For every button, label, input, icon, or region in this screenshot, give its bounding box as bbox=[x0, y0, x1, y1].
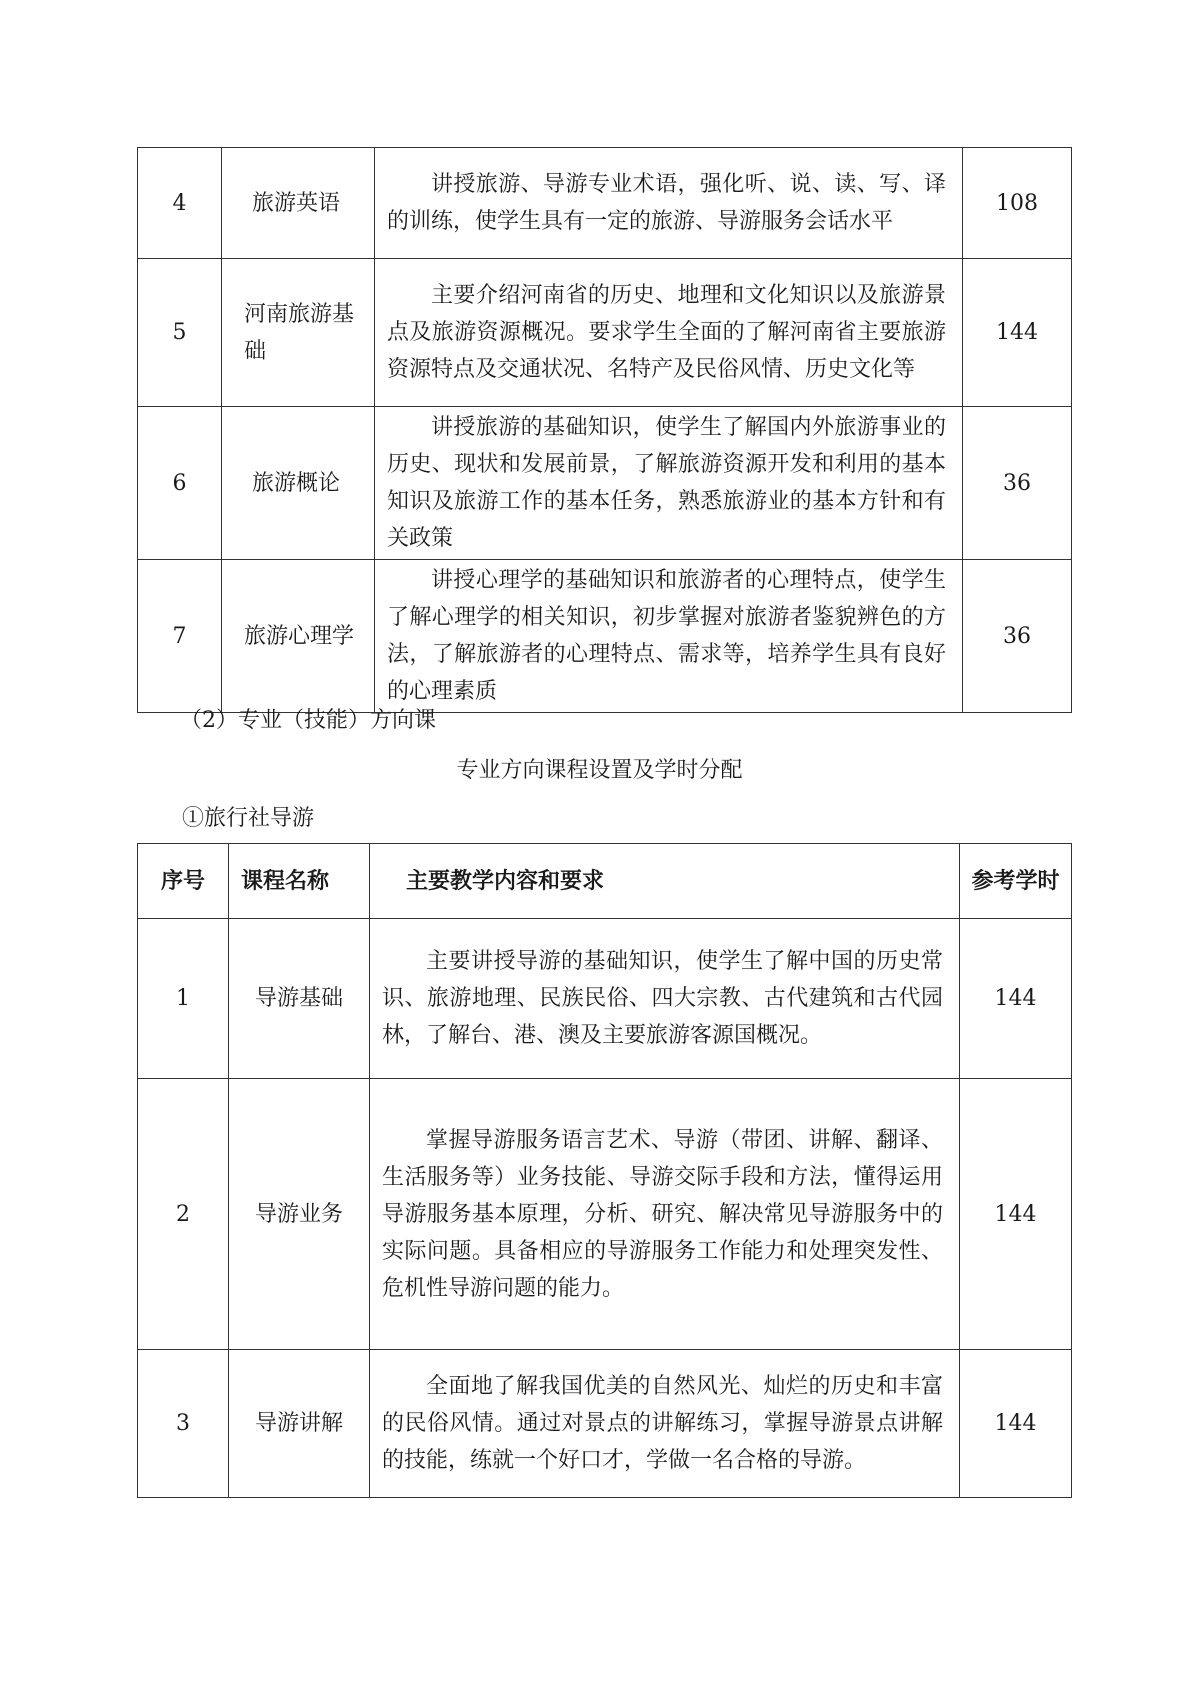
course-description: 讲授旅游的基础知识，使学生了解国内外旅游事业的历史、现状和发展前景，了解旅游资源开发和利用的基本知识及旅游工作的基本任务，熟悉旅游业的基本方针和有关政策 bbox=[375, 407, 963, 560]
row-number: 6 bbox=[138, 407, 222, 560]
course-name: 导游基础 bbox=[229, 919, 370, 1079]
table-row bbox=[138, 919, 1072, 1079]
course-description: 掌握导游服务语言艺术、导游（带团、讲解、翻译、生活服务等）业务技能、导游交际手段和方法，懂得运用导游服务基本原理，分析、研究、解决常见导游服务中的实际问题。具备相应的导游服务工作能力和处理突发性、危机性导游问题的能力。 bbox=[370, 1079, 960, 1350]
table-row bbox=[138, 148, 1072, 259]
course-hours: 36 bbox=[963, 560, 1072, 713]
course-hours: 144 bbox=[960, 1079, 1072, 1350]
direction-course-table bbox=[137, 843, 1072, 1498]
course-name: 导游讲解 bbox=[229, 1350, 370, 1498]
table-row bbox=[138, 259, 1072, 407]
course-name: 旅游心理学 bbox=[222, 560, 375, 713]
row-number: 3 bbox=[138, 1350, 229, 1498]
header-description: 主要教学内容和要求 bbox=[370, 844, 960, 919]
section-subheading: （2）专业（技能）方向课 bbox=[180, 708, 436, 733]
row-number: 1 bbox=[138, 919, 229, 1079]
table-row bbox=[138, 407, 1072, 560]
row-number: 7 bbox=[138, 560, 222, 713]
course-name: 旅游英语 bbox=[222, 148, 375, 259]
course-name: 导游业务 bbox=[229, 1079, 370, 1350]
header-course-name: 课程名称 bbox=[229, 844, 370, 919]
table-row bbox=[138, 1079, 1072, 1350]
course-hours: 36 bbox=[963, 407, 1072, 560]
table-caption: 专业方向课程设置及学时分配 bbox=[456, 758, 743, 783]
course-hours: 144 bbox=[960, 1350, 1072, 1498]
course-hours: 144 bbox=[963, 259, 1072, 407]
table-row bbox=[138, 560, 1072, 713]
course-table-continued bbox=[137, 147, 1072, 713]
course-description: 主要讲授导游的基础知识，使学生了解中国的历史常识、旅游地理、民族民俗、四大宗教、古代建筑和古代园林，了解台、港、澳及主要旅游客源国概况。 bbox=[370, 919, 960, 1079]
course-hours: 144 bbox=[960, 919, 1072, 1079]
header-hours: 参考学时 bbox=[960, 844, 1072, 919]
course-description: 讲授旅游、导游专业术语，强化听、说、读、写、译的训练，使学生具有一定的旅游、导游服务会话水平 bbox=[375, 148, 963, 259]
row-number: 5 bbox=[138, 259, 222, 407]
group-label: ①旅行社导游 bbox=[182, 806, 315, 831]
course-description: 全面地了解我国优美的自然风光、灿烂的历史和丰富的民俗风情。通过对景点的讲解练习，掌握导游景点讲解的技能，练就一个好口才，学做一名合格的导游。 bbox=[370, 1350, 960, 1498]
course-description: 讲授心理学的基础知识和旅游者的心理特点，使学生了解心理学的相关知识，初步掌握对旅游者鉴貌辨色的方法，了解旅游者的心理特点、需求等，培养学生具有良好的心理素质 bbox=[375, 560, 963, 713]
header-number: 序号 bbox=[138, 844, 229, 919]
row-number: 2 bbox=[138, 1079, 229, 1350]
table-header-row bbox=[138, 844, 1072, 919]
course-name: 旅游概论 bbox=[222, 407, 375, 560]
course-description: 主要介绍河南省的历史、地理和文化知识以及旅游景点及旅游资源概况。要求学生全面的了解河南省主要旅游资源特点及交通状况、名特产及民俗风情、历史文化等 bbox=[375, 259, 963, 407]
course-name: 河南旅游基础 bbox=[222, 259, 375, 407]
table-row bbox=[138, 1350, 1072, 1498]
course-hours: 108 bbox=[963, 148, 1072, 259]
row-number: 4 bbox=[138, 148, 222, 259]
